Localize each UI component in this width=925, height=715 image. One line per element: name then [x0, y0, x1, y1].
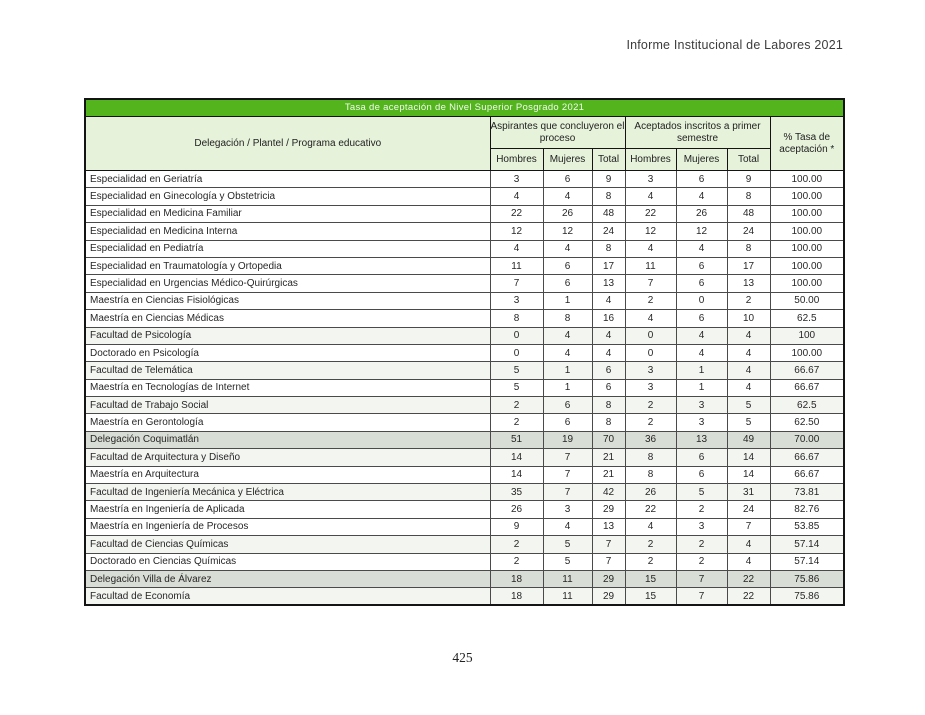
value-cell: 7: [592, 536, 625, 553]
value-cell: 2: [625, 414, 676, 431]
value-cell: 4: [676, 344, 727, 361]
acceptance-rate-table: [84, 98, 845, 606]
value-cell: 7: [543, 484, 592, 501]
program-cell: Maestría en Ingeniería de Procesos: [85, 518, 490, 535]
value-cell: 6: [592, 362, 625, 379]
program-cell: Especialidad en Ginecología y Obstetricia: [85, 188, 490, 205]
value-cell: 9: [727, 171, 770, 188]
value-cell: 0: [490, 344, 543, 361]
value-cell: 8: [592, 397, 625, 414]
value-cell: 4: [727, 327, 770, 344]
value-cell: 57.14: [770, 536, 844, 553]
value-cell: 0: [625, 344, 676, 361]
value-cell: 14: [490, 466, 543, 483]
value-cell: 5: [490, 379, 543, 396]
value-cell: 2: [676, 536, 727, 553]
value-cell: 8: [543, 310, 592, 327]
program-cell: Delegación Villa de Álvarez: [85, 570, 490, 587]
value-cell: 7: [490, 275, 543, 292]
value-cell: 2: [727, 292, 770, 309]
program-cell: Delegación Coquimatlán: [85, 431, 490, 448]
value-cell: 7: [543, 466, 592, 483]
value-cell: 100.00: [770, 205, 844, 222]
value-cell: 70: [592, 431, 625, 448]
value-cell: 16: [592, 310, 625, 327]
table-row: [85, 431, 844, 448]
value-cell: 29: [592, 501, 625, 518]
value-cell: 51: [490, 431, 543, 448]
value-cell: 8: [727, 240, 770, 257]
value-cell: 1: [543, 379, 592, 396]
table-row: [85, 588, 844, 605]
value-cell: 5: [490, 362, 543, 379]
value-cell: 1: [543, 292, 592, 309]
value-cell: 4: [490, 188, 543, 205]
value-cell: 2: [676, 501, 727, 518]
program-cell: Maestría en Ciencias Fisiológicas: [85, 292, 490, 309]
value-cell: 50.00: [770, 292, 844, 309]
value-cell: 66.67: [770, 379, 844, 396]
value-cell: 4: [592, 327, 625, 344]
value-cell: 12: [676, 223, 727, 240]
value-cell: 75.86: [770, 570, 844, 587]
value-cell: 22: [490, 205, 543, 222]
value-cell: 5: [727, 397, 770, 414]
value-cell: 66.67: [770, 466, 844, 483]
value-cell: 4: [592, 344, 625, 361]
value-cell: 14: [727, 466, 770, 483]
value-cell: 9: [592, 171, 625, 188]
value-cell: 4: [727, 379, 770, 396]
value-cell: 7: [676, 588, 727, 605]
page-number: 425: [452, 650, 473, 665]
value-cell: 7: [543, 449, 592, 466]
value-cell: 100.00: [770, 240, 844, 257]
table-row: [85, 205, 844, 222]
rate-column-header: % Tasa de aceptación *: [770, 117, 844, 171]
value-cell: 7: [676, 570, 727, 587]
sub-header-total-1: Total: [592, 149, 625, 171]
value-cell: 6: [676, 449, 727, 466]
value-cell: 8: [625, 466, 676, 483]
value-cell: 11: [490, 257, 543, 274]
table-group-header-row: [85, 117, 844, 149]
table-row: [85, 362, 844, 379]
program-cell: Especialidad en Traumatología y Ortopedia: [85, 257, 490, 274]
value-cell: 3: [625, 379, 676, 396]
value-cell: 3: [676, 414, 727, 431]
value-cell: 8: [592, 240, 625, 257]
table-row: [85, 536, 844, 553]
value-cell: 11: [543, 570, 592, 587]
table-row: [85, 310, 844, 327]
value-cell: 2: [625, 292, 676, 309]
value-cell: 3: [625, 362, 676, 379]
value-cell: 26: [625, 484, 676, 501]
value-cell: 12: [490, 223, 543, 240]
program-cell: Facultad de Trabajo Social: [85, 397, 490, 414]
value-cell: 7: [592, 553, 625, 570]
value-cell: 57.14: [770, 553, 844, 570]
value-cell: 73.81: [770, 484, 844, 501]
value-cell: 4: [727, 362, 770, 379]
value-cell: 6: [676, 257, 727, 274]
value-cell: 6: [543, 257, 592, 274]
table-title-row: [85, 99, 844, 117]
value-cell: 6: [543, 171, 592, 188]
table-row: [85, 188, 844, 205]
program-cell: Maestría en Arquitectura: [85, 466, 490, 483]
value-cell: 49: [727, 431, 770, 448]
program-column-header: Delegación / Plantel / Programa educativo: [85, 117, 490, 171]
value-cell: 62.50: [770, 414, 844, 431]
value-cell: 0: [490, 327, 543, 344]
table-body: [85, 171, 844, 606]
value-cell: 2: [490, 414, 543, 431]
value-cell: 22: [625, 501, 676, 518]
table-row: [85, 275, 844, 292]
value-cell: 62.5: [770, 397, 844, 414]
value-cell: 26: [676, 205, 727, 222]
value-cell: 29: [592, 588, 625, 605]
program-cell: Especialidad en Urgencias Médico-Quirúrgicas: [85, 275, 490, 292]
program-cell: Especialidad en Medicina Interna: [85, 223, 490, 240]
value-cell: 26: [490, 501, 543, 518]
value-cell: 10: [727, 310, 770, 327]
program-cell: Maestría en Tecnologías de Internet: [85, 379, 490, 396]
value-cell: 4: [543, 240, 592, 257]
value-cell: 8: [727, 188, 770, 205]
value-cell: 2: [676, 553, 727, 570]
value-cell: 66.67: [770, 449, 844, 466]
value-cell: 12: [543, 223, 592, 240]
value-cell: 6: [592, 379, 625, 396]
value-cell: 13: [727, 275, 770, 292]
report-header-title: Informe Institucional de Labores 2021: [626, 38, 843, 52]
program-cell: Maestría en Ingeniería de Aplicada: [85, 501, 490, 518]
value-cell: 100.00: [770, 275, 844, 292]
table-row: [85, 257, 844, 274]
value-cell: 17: [592, 257, 625, 274]
value-cell: 22: [727, 588, 770, 605]
value-cell: 4: [625, 188, 676, 205]
value-cell: 2: [490, 397, 543, 414]
value-cell: 17: [727, 257, 770, 274]
value-cell: 22: [625, 205, 676, 222]
value-cell: 9: [490, 518, 543, 535]
table-title: Tasa de aceptación de Nivel Superior Posgrado 2021: [85, 99, 844, 117]
value-cell: 8: [490, 310, 543, 327]
value-cell: 5: [543, 553, 592, 570]
value-cell: 8: [592, 414, 625, 431]
applicants-group-header: Aspirantes que concluyeron el proceso: [490, 117, 625, 149]
value-cell: 18: [490, 570, 543, 587]
table-row: [85, 414, 844, 431]
value-cell: 13: [676, 431, 727, 448]
value-cell: 2: [625, 536, 676, 553]
sub-header-hombres-2: Hombres: [625, 149, 676, 171]
value-cell: 3: [490, 171, 543, 188]
value-cell: 7: [727, 518, 770, 535]
value-cell: 26: [543, 205, 592, 222]
value-cell: 5: [543, 536, 592, 553]
value-cell: 0: [625, 327, 676, 344]
program-cell: Maestría en Gerontología: [85, 414, 490, 431]
value-cell: 6: [676, 310, 727, 327]
value-cell: 2: [625, 397, 676, 414]
value-cell: 12: [625, 223, 676, 240]
value-cell: 75.86: [770, 588, 844, 605]
value-cell: 4: [727, 344, 770, 361]
value-cell: 4: [490, 240, 543, 257]
value-cell: 6: [543, 275, 592, 292]
value-cell: 4: [625, 240, 676, 257]
value-cell: 4: [543, 344, 592, 361]
value-cell: 6: [676, 275, 727, 292]
table-row: [85, 292, 844, 309]
value-cell: 2: [625, 553, 676, 570]
value-cell: 24: [727, 223, 770, 240]
value-cell: 35: [490, 484, 543, 501]
table-row: [85, 397, 844, 414]
value-cell: 19: [543, 431, 592, 448]
value-cell: 8: [625, 449, 676, 466]
value-cell: 22: [727, 570, 770, 587]
value-cell: 7: [625, 275, 676, 292]
value-cell: 21: [592, 449, 625, 466]
value-cell: 13: [592, 518, 625, 535]
value-cell: 3: [490, 292, 543, 309]
value-cell: 6: [676, 466, 727, 483]
acceptance-rate-table-container: [84, 98, 845, 606]
table-row: [85, 171, 844, 188]
value-cell: 48: [727, 205, 770, 222]
value-cell: 14: [490, 449, 543, 466]
value-cell: 100: [770, 327, 844, 344]
table-row: [85, 223, 844, 240]
value-cell: 3: [676, 397, 727, 414]
value-cell: 4: [676, 327, 727, 344]
sub-header-mujeres-2: Mujeres: [676, 149, 727, 171]
value-cell: 100.00: [770, 344, 844, 361]
value-cell: 6: [676, 171, 727, 188]
table-head: [85, 99, 844, 171]
table-row: [85, 570, 844, 587]
value-cell: 4: [676, 240, 727, 257]
value-cell: 66.67: [770, 362, 844, 379]
value-cell: 3: [676, 518, 727, 535]
value-cell: 53.85: [770, 518, 844, 535]
value-cell: 1: [676, 362, 727, 379]
value-cell: 24: [592, 223, 625, 240]
sub-header-mujeres-1: Mujeres: [543, 149, 592, 171]
value-cell: 4: [625, 518, 676, 535]
sub-header-total-2: Total: [727, 149, 770, 171]
table-row: [85, 466, 844, 483]
value-cell: 11: [625, 257, 676, 274]
program-cell: Facultad de Ingeniería Mecánica y Eléctrica: [85, 484, 490, 501]
value-cell: 8: [592, 188, 625, 205]
value-cell: 2: [490, 536, 543, 553]
value-cell: 13: [592, 275, 625, 292]
table-row: [85, 553, 844, 570]
value-cell: 6: [543, 397, 592, 414]
value-cell: 29: [592, 570, 625, 587]
sub-header-hombres-1: Hombres: [490, 149, 543, 171]
value-cell: 100.00: [770, 257, 844, 274]
value-cell: 31: [727, 484, 770, 501]
value-cell: 6: [543, 414, 592, 431]
value-cell: 15: [625, 570, 676, 587]
program-cell: Especialidad en Geriatría: [85, 171, 490, 188]
value-cell: 5: [676, 484, 727, 501]
value-cell: 100.00: [770, 171, 844, 188]
value-cell: 4: [543, 518, 592, 535]
program-cell: Maestría en Ciencias Médicas: [85, 310, 490, 327]
value-cell: 24: [727, 501, 770, 518]
value-cell: 4: [592, 292, 625, 309]
table-row: [85, 327, 844, 344]
value-cell: 3: [543, 501, 592, 518]
value-cell: 100.00: [770, 223, 844, 240]
program-cell: Facultad de Telemática: [85, 362, 490, 379]
value-cell: 36: [625, 431, 676, 448]
value-cell: 0: [676, 292, 727, 309]
value-cell: 11: [543, 588, 592, 605]
value-cell: 1: [676, 379, 727, 396]
value-cell: 21: [592, 466, 625, 483]
value-cell: 82.76: [770, 501, 844, 518]
table-row: [85, 449, 844, 466]
value-cell: 4: [543, 188, 592, 205]
value-cell: 62.5: [770, 310, 844, 327]
accepted-group-header: Aceptados inscritos a primer semestre: [625, 117, 770, 149]
value-cell: 4: [676, 188, 727, 205]
value-cell: 5: [727, 414, 770, 431]
program-cell: Facultad de Economía: [85, 588, 490, 605]
program-cell: Doctorado en Ciencias Químicas: [85, 553, 490, 570]
value-cell: 3: [625, 171, 676, 188]
program-cell: Facultad de Psicología: [85, 327, 490, 344]
value-cell: 18: [490, 588, 543, 605]
value-cell: 4: [727, 553, 770, 570]
value-cell: 4: [625, 310, 676, 327]
value-cell: 4: [727, 536, 770, 553]
value-cell: 100.00: [770, 188, 844, 205]
table-row: [85, 501, 844, 518]
program-cell: Facultad de Ciencias Químicas: [85, 536, 490, 553]
table-row: [85, 484, 844, 501]
program-cell: Especialidad en Medicina Familiar: [85, 205, 490, 222]
value-cell: 42: [592, 484, 625, 501]
program-cell: Facultad de Arquitectura y Diseño: [85, 449, 490, 466]
value-cell: 15: [625, 588, 676, 605]
program-cell: Especialidad en Pediatría: [85, 240, 490, 257]
table-row: [85, 518, 844, 535]
table-row: [85, 344, 844, 361]
value-cell: 70.00: [770, 431, 844, 448]
table-row: [85, 379, 844, 396]
program-cell: Doctorado en Psicología: [85, 344, 490, 361]
value-cell: 2: [490, 553, 543, 570]
value-cell: 1: [543, 362, 592, 379]
value-cell: 48: [592, 205, 625, 222]
value-cell: 4: [543, 327, 592, 344]
value-cell: 14: [727, 449, 770, 466]
table-row: [85, 240, 844, 257]
